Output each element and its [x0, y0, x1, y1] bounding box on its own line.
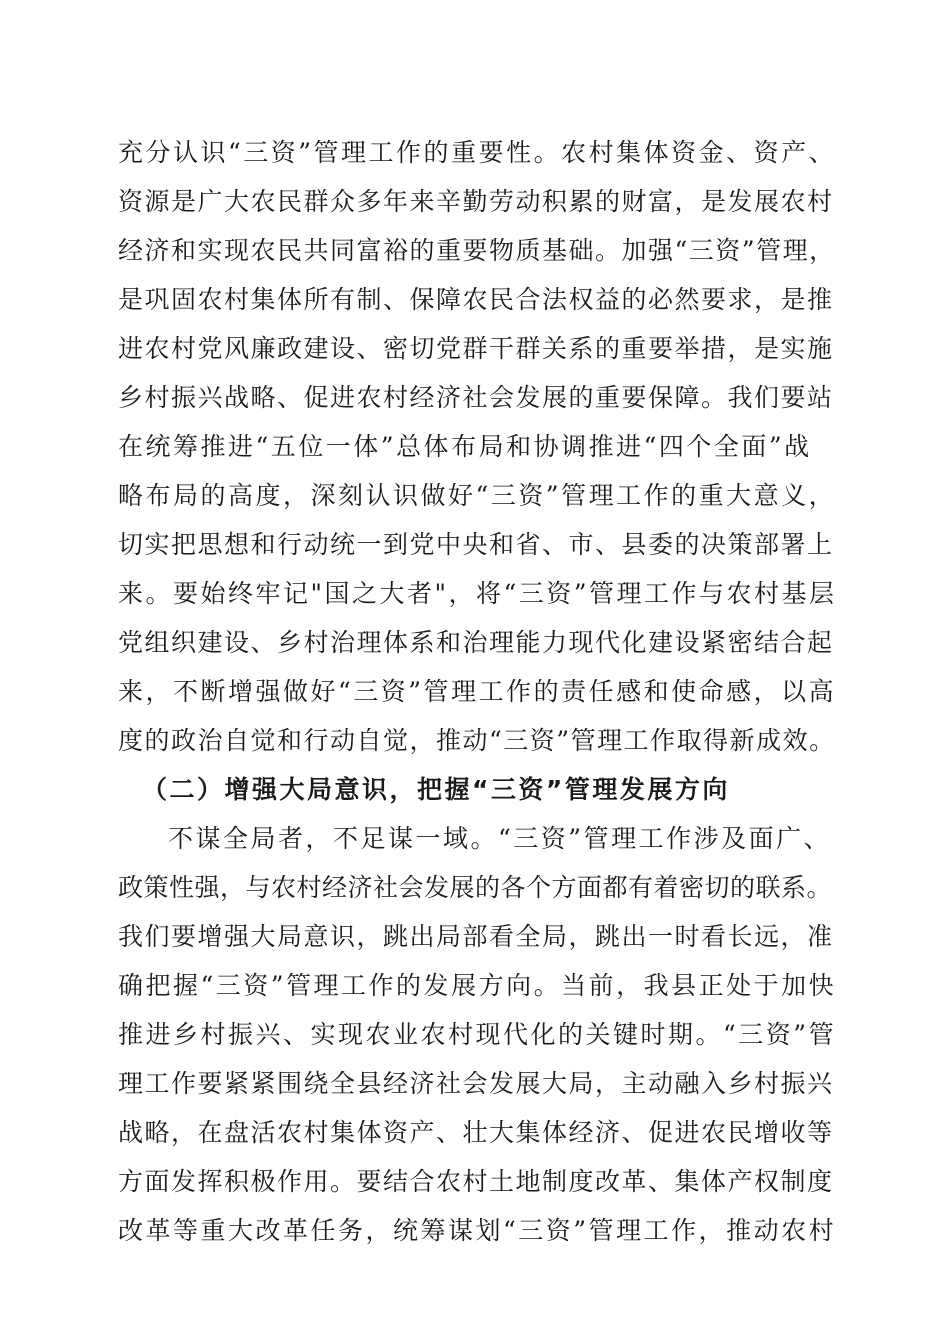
text-line: 确把握“三资”管理工作的发展方向。当前，我县正处于加快: [118, 971, 837, 1000]
text-line: 是巩固农村集体所有制、保障农民合法权益的必然要求，是推: [118, 285, 834, 314]
text-line: 推进乡村振兴、实现农业农村现代化的关键时期。“三资”管: [118, 1020, 837, 1049]
text-line: 党组织建设、乡村治理体系和治理能力现代化建设紧密结合起: [118, 628, 834, 657]
text-line: 改革等重大改革任务，统筹谋划“三资”管理工作，推动农村: [118, 1216, 837, 1245]
text-line: 经济和实现农民共同富裕的重要物质基础。加强“三资”管理，: [118, 236, 836, 265]
text-line: 度的政治自觉和行动自觉，推动“三资”管理工作取得新成效。: [118, 726, 836, 755]
text-line: 略布局的高度，深刻认识做好“三资”管理工作的重大意义，: [118, 481, 837, 510]
text-line: 进农村党风廉政建设、密切党群干群关系的重要举措，是实施: [118, 334, 834, 363]
text-line: 来。要始终牢记"国之大者"，将“三资”管理工作与农村基层: [118, 579, 837, 608]
text-line: 我们要增强大局意识，跳出局部看全局，跳出一时看长远，准: [118, 922, 834, 951]
text-line: 不谋全局者，不足谋一域。“三资”管理工作涉及面广、: [168, 824, 832, 853]
text-line: 乡村振兴战略、促进农村经济社会发展的重要保障。我们要站: [118, 383, 834, 412]
text-line: 理工作要紧紧围绕全县经济社会发展大局，主动融入乡村振兴: [118, 1069, 834, 1098]
section-heading: （二）增强大局意识，把握“三资”管理发展方向: [142, 775, 730, 804]
text-line: 战略，在盘活农村集体资产、壮大集体经济、促进农民增收等: [118, 1118, 834, 1147]
text-line: 资源是广大农民群众多年来辛勤劳动积累的财富，是发展农村: [118, 187, 834, 216]
text-line: 在统筹推进“五位一体”总体布局和协调推进“四个全面”战: [118, 432, 812, 461]
text-line: 政策性强，与农村经济社会发展的各个方面都有着密切的联系。: [118, 873, 833, 902]
text-line: 切实把思想和行动统一到党中央和省、市、县委的决策部署上: [118, 530, 834, 559]
text-line: 方面发挥积极作用。要结合农村土地制度改革、集体产权制度: [118, 1167, 834, 1196]
text-line: 充分认识“三资”管理工作的重要性。农村集体资金、资产、: [118, 138, 837, 167]
text-line: 来，不断增强做好“三资”管理工作的责任感和使命感，以高: [118, 677, 837, 706]
